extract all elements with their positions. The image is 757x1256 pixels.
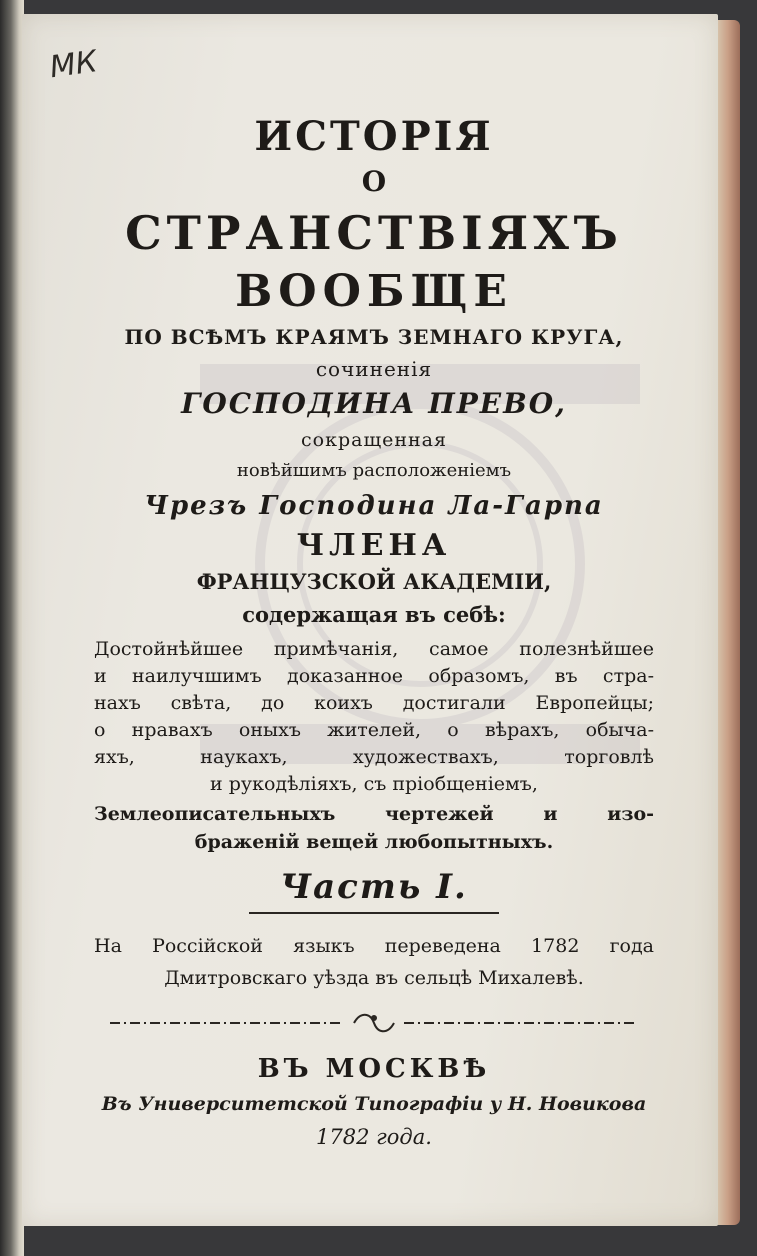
description-row: и наилучшимъ доказанное образомъ, въ стра- <box>94 665 654 687</box>
description-row: Землеописательныхъ чертежей и изо- <box>94 803 654 825</box>
title-line-editor: Чрезъ Господина Ла-Гарпа <box>144 491 604 521</box>
translation-note <box>94 930 654 994</box>
title-line-composition: сочиненія <box>315 357 433 381</box>
title-line-arrangement: новѣйшимъ расположеніемъ <box>236 460 512 481</box>
imprint-press: Въ Университетской Типографіи у Н. Новикова <box>101 1093 647 1115</box>
title-line-author: ГОСПОДИНА ПРЕВО, <box>181 387 567 420</box>
description-row: и рукодѣліяхъ, съ пріобщеніемъ, <box>210 773 538 795</box>
description-row: нахъ свѣта, до коихъ достигали Европейцы; <box>94 692 654 714</box>
description-row: яхъ, наукахъ, художествахъ, торговлѣ <box>94 746 654 768</box>
description-paragraph <box>94 636 654 798</box>
title-line-academy: ФРАНЦУЗСКОЙ АКАДЕМІИ, <box>196 569 552 594</box>
translation-row: На Россійской языкъ переведена 1782 года <box>94 935 654 957</box>
title-line-generally: ВООБЩЕ <box>235 266 513 317</box>
title-line-history: ИСТОРІЯ <box>254 113 494 160</box>
part-number: Часть I. <box>280 867 468 907</box>
imprint-year: 1782 года. <box>316 1125 432 1149</box>
imprint-city: ВЪ МОСКВѢ <box>257 1054 491 1084</box>
manuscript-mark: МК <box>47 44 100 86</box>
title-page-text <box>84 104 664 1154</box>
divider-rule <box>249 912 499 914</box>
title-page <box>22 14 718 1226</box>
translation-row: Дмитровскаго уѣзда въ сельцѣ Михалевѣ. <box>164 967 584 989</box>
description-row: Достойнѣйшее примѣчанія, самое полезнѣйшее <box>94 638 654 660</box>
book-spine-left <box>0 0 24 1256</box>
description-row: о нравахъ оныхъ жителей, о вѣрахъ, обыча- <box>94 719 654 741</box>
description-maps-paragraph <box>94 800 654 856</box>
title-line-member: ЧЛЕНА <box>296 528 452 563</box>
title-line-all-lands: ПО ВСѢМЪ КРАЯМЪ ЗЕМНАГО КРУГА, <box>124 325 624 349</box>
description-row: браженій вещей любопытныхъ. <box>194 831 554 853</box>
title-line-containing: содержащая въ себѣ: <box>242 602 506 627</box>
title-line-o: О <box>361 165 387 198</box>
ornamental-divider <box>104 1010 644 1036</box>
title-line-travels: СТРАНСТВІЯХЪ <box>125 206 623 260</box>
title-line-abridged: сокращенная <box>301 429 447 451</box>
